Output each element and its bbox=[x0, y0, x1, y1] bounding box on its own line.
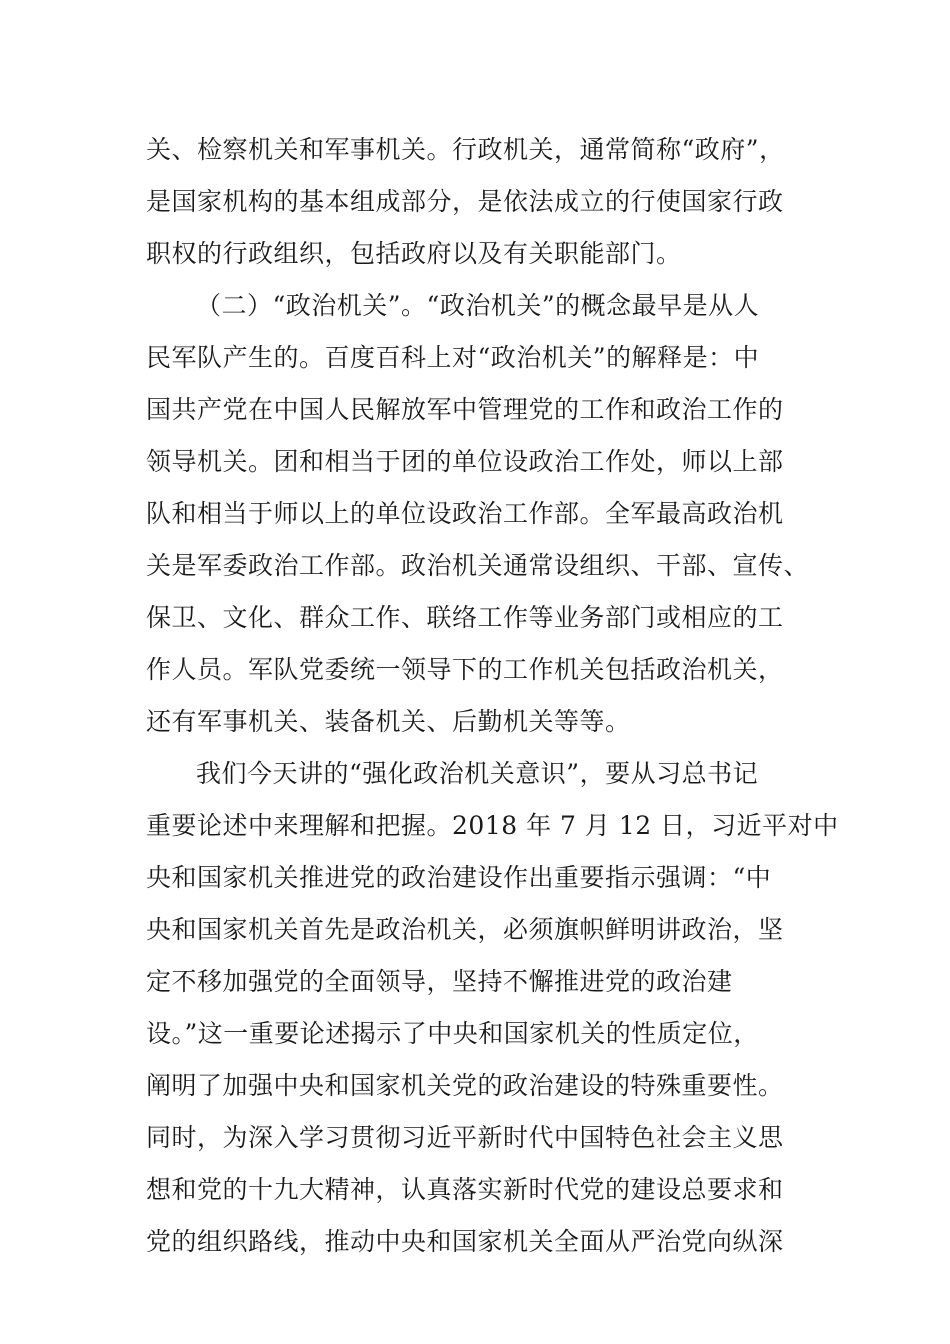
text-line: 央和国家机关推进党的政治建设作出重要指示强调：“中 bbox=[146, 863, 772, 892]
text-line: 还有军事机关、装备机关、后勤机关等等。 bbox=[146, 707, 631, 736]
text-line: 关是军委政治工作部。政治机关通常设组织、干部、宣传、 bbox=[146, 551, 810, 580]
text-line: 定不移加强党的全面领导，坚持不懈推进党的政治建 bbox=[146, 967, 733, 996]
text-line: 党的组织路线，推动中央和国家机关全面从严治党向纵深 bbox=[146, 1227, 784, 1256]
text-line: 作人员。军队党委统一领导下的工作机关包括政治机关， bbox=[146, 655, 784, 684]
text-line: 保卫、文化、群众工作、联络工作等业务部门或相应的工 bbox=[146, 603, 784, 632]
text-line: 阐明了加强中央和国家机关党的政治建设的特殊重要性。 bbox=[146, 1071, 784, 1100]
text-line: 职权的行政组织，包括政府以及有关职能部门。 bbox=[146, 239, 682, 268]
text-line: 央和国家机关首先是政治机关，必须旗帜鲜明讲政治，坚 bbox=[146, 915, 784, 944]
text-line: 国共产党在中国人民解放军中管理党的工作和政治工作的 bbox=[146, 395, 784, 424]
text-line: 民军队产生的。百度百科上对“政治机关”的解释是：中 bbox=[146, 343, 760, 372]
paragraph-start-line: 我们今天讲的“强化政治机关意识”，要从习总书记 bbox=[196, 759, 759, 788]
text-line: 重要论述中来理解和把握。2018 年 7 月 12 日，习近平对中 bbox=[146, 811, 839, 840]
text-line: 设。”这一重要论述揭示了中央和国家机关的性质定位， bbox=[146, 1019, 759, 1048]
text-line: 关、检察机关和军事机关。行政机关，通常简称“政府”， bbox=[146, 135, 785, 164]
text-line: 同时，为深入学习贯彻习近平新时代中国特色社会主义思 bbox=[146, 1123, 784, 1152]
text-line: 队和相当于师以上的单位设政治工作部。全军最高政治机 bbox=[146, 499, 784, 528]
text-line: 想和党的十九大精神，认真落实新时代党的建设总要求和 bbox=[146, 1175, 784, 1204]
text-line: 领导机关。团和相当于团的单位设政治工作处，师以上部 bbox=[146, 447, 784, 476]
paragraph-start-line: （二）“政治机关”。“政治机关”的概念最早是从人 bbox=[196, 291, 760, 320]
text-line: 是国家机构的基本组成部分，是依法成立的行使国家行政 bbox=[146, 187, 784, 216]
